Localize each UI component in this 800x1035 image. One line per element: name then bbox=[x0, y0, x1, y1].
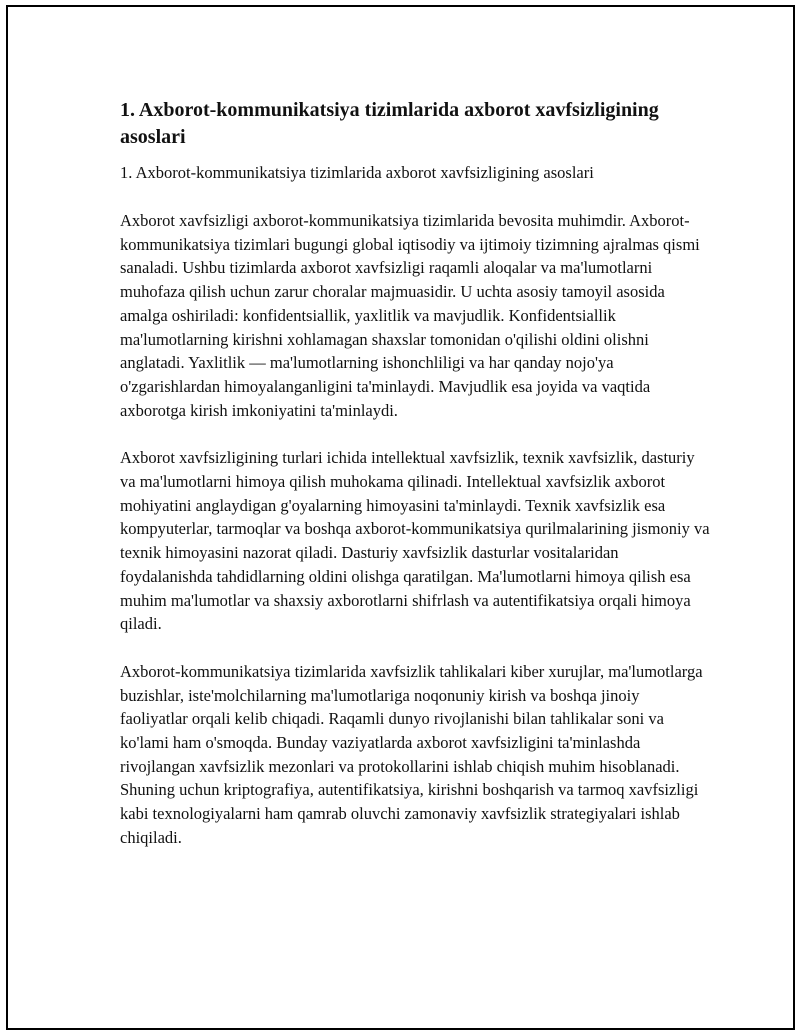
paragraph-1: Axborot xavfsizligi axborot-kommunikatsiya tizimlarida bevosita muhimdir. Axborot-kommunikatsiya tizimlari bugungi global iqtisodiy va ijtimoiy tizimning ajralmas qismi sanaladi. Ushbu tizimlarda axborot xavfsizligi raqamli aloqalar va ma'lumotlarni muhofaza qilish uchun zarur choralar majmuasidir. U uchta asosiy tamoyil asosida amalga oshiriladi: konfidentsiallik, yaxlitlik va mavjudlik. Konfidentsiallik ma'lumotlarning kirishni xohlamagan shaxslar tomonidan o'qilishi oldini olishni anglatadi. Yaxlitlik — ma'lumotlarning ishonchliligi va har qanday nojo'ya o'zgarishlardan himoyalanganligini ta'minlaydi. Mavjudlik esa joyida va vaqtida axborotga kirish imkoniyatini ta'minlaydi. bbox=[120, 211, 700, 420]
paragraph-3: Axborot-kommunikatsiya tizimlarida xavfsizlik tahlikalari kiber xurujlar, ma'lumotlarga buzishlar, iste'molchilarning ma'lumotlariga noqonuniy kirish va boshqa jinoiy faoliyatlar orqali kelib chiqadi. Raqamli dunyo rivojlanishi bilan tahlikalar soni va ko'lami ham o'smoqda. Bunday vaziyatlarda axborot xavfsizligini ta'minlashda rivojlangan xavfsizlik mezonlari va protokollarini ishlab chiqish muhim hisoblanadi. Shuning uchun kriptografiya, autentifikatsiya, kirishni boshqarish va tarmoq xavfsizligi kabi texnologiyalarni ham qamrab oluvchi zamonaviy xavfsizlik strategiyalari ishlab chiqiladi. bbox=[120, 661, 703, 847]
section-heading: 1. Axborot-kommunikatsiya tizimlarida axborot xavfsizligining asoslari bbox=[120, 99, 659, 148]
page-frame bbox=[6, 5, 795, 1030]
document-body bbox=[120, 97, 710, 874]
paragraph-2: Axborot xavfsizligining turlari ichida intellektual xavfsizlik, texnik xavfsizlik, dasturiy va ma'lumotlarni himoya qilish muhokama qilinadi. Intellektual xavfsizlik axborot mohiyatini anglaydigan g'oyalarning himoyasini ta'minlaydi. Texnik xavfsizlik esa kompyuterlar, tarmoqlar va boshqa axborot-kommunikatsiya qurilmalarining jismoniy va texnik himoyasini nazorat qiladi. Dasturiy xavfsizlik dasturlar vositalaridan foydalanishda tahdidlarning oldini olishga qaratilgan. Ma'lumotlarni himoya qilish esa muhim ma'lumotlar va shaxsiy axborotlarni shifrlash va autentifikatsiya orqali himoya qiladi. bbox=[120, 448, 710, 634]
section-subheading: 1. Axborot-kommunikatsiya tizimlarida axborot xavfsizligining asoslari bbox=[120, 163, 594, 182]
